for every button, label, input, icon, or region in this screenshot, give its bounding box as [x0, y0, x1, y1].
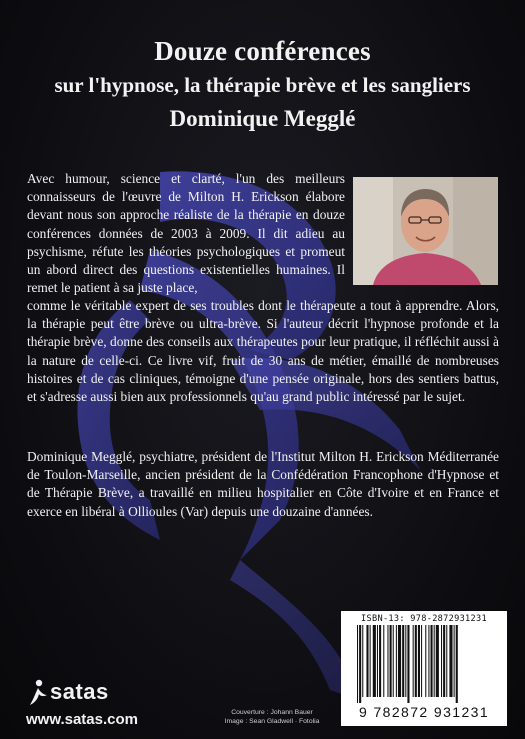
cover-credits: [222, 708, 322, 726]
book-subtitle: sur l'hypnose, la thérapie brève et les sangliers: [54, 73, 471, 97]
book-title: Douze conférences: [154, 36, 371, 66]
isbn-label: ISBN-13: 978-2872931231: [361, 614, 487, 624]
title-block: [0, 34, 525, 136]
publisher-url: www.satas.com: [26, 711, 138, 728]
author-bio: Dominique Megglé, psychiatre, président de l'Institut Milton H. Erickson Méditerranée de Toulon-Marseille, ancien président de la Confédération Francophone d'Hypnose et de Thérapie Brève, a travaillé en milieu hospitalier en Côte d'Ivoire et en France et exerce en libéral à Ollioules (Var) depuis une douzaine d'années.: [27, 449, 499, 519]
publisher-name: satas: [50, 679, 109, 704]
author-photo: [353, 177, 498, 285]
credit-cover: Couverture : Johann Bauer: [231, 709, 313, 716]
isbn-number: 9 782872 931231: [359, 704, 489, 720]
credit-image: Image : Sean Gladwell · Fotolia: [224, 718, 320, 725]
book-author: Dominique Megglé: [169, 106, 356, 131]
blurb-paragraph-top: Avec humour, science et clarté, l'un des meilleurs connaisseurs de l'œuvre de Milton H. Erickson élabore devant nous son approche réaliste de la thérapie en douze conférences données de 2003 à 2009. Il dit adieu au psychisme, réfute les théories psychologiques et promeut un abord direct des questions existentielles humaines. Il remet le patient à sa juste place,: [27, 171, 345, 296]
publisher-logo: [26, 678, 136, 708]
publisher-figure-icon: [26, 678, 48, 708]
blurb-paragraph-continued: comme le véritable expert de ses troubles dont le thérapeute a tout à apprendre. Alors, la thérapie peut être brève ou ultra-brève. Si l'auteur décrit l'hypnose profonde et la thérapie brève, donne des conseils aux thérapeutes pour leur pratique, il réfléchit aussi à la nature de celle-ci. Ce livre vif, fruit de 30 ans de métier, émaillé de nombreuses histoires et de cas cliniques, témoigne d'une pensée originale, hors des sentiers battus, et s'adresse aussi bien aux professionnels qu'au grand public intéressé par le sujet.: [27, 298, 499, 405]
barcode-box: [341, 611, 507, 726]
barcode: [357, 625, 491, 703]
